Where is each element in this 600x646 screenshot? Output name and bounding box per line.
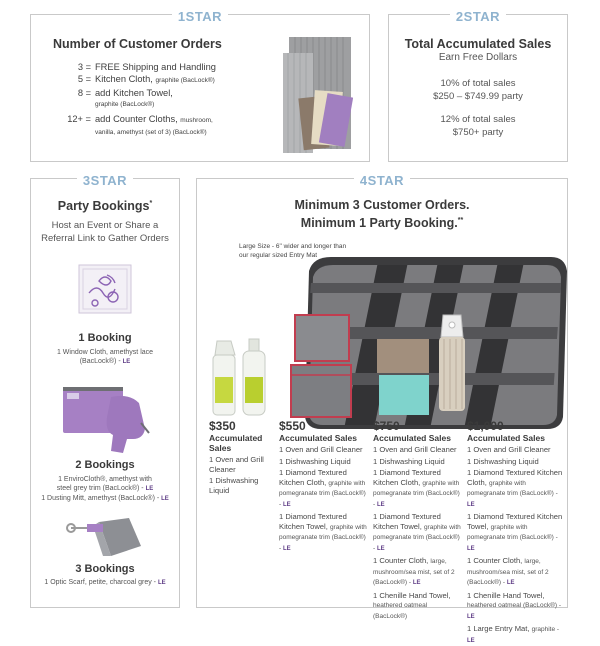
list-item: 3 = FREE Shipping and Handling	[77, 62, 216, 72]
list-item: 1 Dishwashing Liquid	[209, 476, 259, 495]
star2-title: Total Accumulated Sales	[404, 37, 552, 51]
list-item: 1 Dishwashing Liquid	[467, 456, 539, 466]
order-list	[53, 61, 263, 139]
star3-title: Party Bookings*	[57, 199, 153, 213]
booking-1-title: 1 Booking	[78, 332, 132, 344]
chenille-hand-towel-image	[435, 313, 469, 413]
counter-cloths-image	[375, 337, 433, 417]
list-item: 5 = Kitchen Cloth, graphite (BacLock®)	[77, 74, 215, 84]
list-item: 1 Large Entry Mat, graphite - LE	[467, 624, 560, 644]
star3-intro: Host an Event or Share a Referral Link to Gather Orders	[41, 220, 169, 244]
tier1-range: $250 – $749.99 party	[433, 91, 523, 102]
list-item: 1 Diamond Textured Kitchen Towel, graphite with pomegranate trim (BacLock®) - LE	[279, 512, 367, 552]
list-item: 1 Dishwashing Liquid	[279, 456, 351, 466]
list-item: 12+ = add Counter Cloths, mushroom,	[67, 114, 213, 124]
optic-scarf-image	[65, 512, 145, 558]
tier-750: $750 Accumulated Sales 1 Oven and Grill Cleaner 1 Dishwashing Liquid 1 Diamond Textured Kitchen Cloth, graphite with pomegranate trim (BacLock®) - LE 1 Diamond Textured Kitchen Towel, graphite with pomegranate trim (BacLock®) - LE 1 Counter Cloth, large, mushroom/sea mist, set of 2 (BacLock®) - LE 1 Chenille Hand Towel, heathered oatmeal (BacLock®)	[373, 419, 461, 620]
list-item: 1 Counter Cloth, large, mushroom/sea mist, set of 2 (BacLock®) - LE	[373, 556, 455, 586]
tier1-percent: 10% of total sales	[440, 78, 516, 89]
list-item: 1 Counter Cloth, large, mushroom/sea mist, set of 2 (BacLock®) - LE	[467, 556, 549, 586]
list-item: 1 Chenille Hand Towel, heathered oatmeal (BacLock®) - LE	[467, 590, 562, 620]
kitchen-cloth-stack-image	[283, 35, 353, 153]
tier-1000: $1,000 Accumulated Sales 1 Oven and Grill Cleaner 1 Dishwashing Liquid 1 Diamond Textured Kitchen Cloth, graphite with pomegranate trim (BacLock®) - LE 1 Diamond Textured Kitchen Towel, graphite with pomegranate trim (BacLock®) - LE 1 Counter Cloth, large, mushroom/sea mist, set of 2 (BacLock®) - LE 1 Chenille Hand Towel, heathered oatmeal (BacLock®) - LE 1 Large Entry Mat, graphite - LE	[467, 419, 565, 646]
booking-3-title: 3 Bookings	[75, 563, 135, 575]
star3-panel	[30, 173, 180, 608]
diamond-textured-cloth-towel-image	[289, 313, 355, 423]
star1-tag: 1STAR	[172, 9, 228, 24]
envirocloth-dusting-mitt-image	[61, 383, 153, 455]
star2-subtitle: Earn Free Dollars	[438, 52, 518, 63]
star4-tag: 4STAR	[354, 173, 410, 188]
list-item: 1 Dishwashing Liquid	[373, 456, 445, 466]
list-item: 1 Oven and Grill Cleaner	[373, 445, 457, 454]
list-item: graphite (BacLock®)	[95, 101, 155, 108]
list-item: 1 Diamond Textured Kitchen Towel, graphite with pomegranate trim (BacLock®) - LE	[373, 512, 461, 552]
list-item: 1 Diamond Textured Kitchen Cloth, graphite with pomegranate trim (BacLock®) - LE	[467, 468, 563, 508]
tier2-range: $750+ party	[452, 127, 504, 138]
window-cloth-image	[77, 263, 133, 315]
entry-mat-note: Large Size - 6" wider and longer than our regular sized Entry Mat	[239, 243, 347, 259]
cleaner-bottles-image	[209, 337, 271, 417]
tier-350: $350 Accumulated Sales 1 Oven and Grill Cleaner 1 Dishwashing Liquid	[209, 419, 275, 495]
list-item: 1 Oven and Grill Cleaner	[279, 445, 363, 454]
list-item: 1 Diamond Textured Kitchen Cloth, graphite with pomegranate trim (BacLock®) - LE	[279, 468, 366, 508]
list-item: 1 Oven and Grill Cleaner	[209, 455, 264, 474]
list-item: 1 Diamond Textured Kitchen Cloth, graphite with pomegranate trim (BacLock®) - LE	[373, 468, 460, 508]
booking-1-reward: 1 Window Cloth, amethyst lace (BacLock®) - LE	[56, 349, 154, 365]
star1-title: Number of Customer Orders	[53, 37, 222, 51]
tier-550: $550 Accumulated Sales 1 Oven and Grill Cleaner 1 Dishwashing Liquid 1 Diamond Textured Kitchen Cloth, graphite with pomegranate trim (BacLock®) - LE 1 Diamond Textured Kitchen Towel, graphite with pomegranate trim (BacLock®) - LE	[279, 419, 369, 554]
star4-title: Minimum 3 Customer Orders. Minimum 1 Party Booking.**	[294, 198, 470, 231]
star1-panel	[30, 9, 370, 162]
list-item: vanilla, amethyst (set of 3) (BacLock®)	[95, 129, 207, 136]
list-item: 1 Diamond Textured Kitchen Towel, graphite with pomegranate trim (BacLock®) - LE	[467, 512, 563, 552]
star3-tag: 3STAR	[77, 173, 133, 188]
star2-panel	[388, 9, 568, 162]
booking-3-reward: 1 Optic Scarf, petite, charcoal grey - LE	[44, 579, 166, 586]
booking-2-title: 2 Bookings	[75, 459, 135, 471]
list-item: 8 = add Kitchen Towel,	[77, 88, 173, 98]
list-item: 1 Oven and Grill Cleaner	[467, 445, 551, 454]
list-item: 1 Chenille Hand Towel, heathered oatmeal (BacLock®)	[373, 590, 451, 620]
booking-2-reward: 1 EnviroCloth®, amethyst with steel grey trim (BacLock®) - LE 1 Dusting Mitt, amethyst (BacLock®) - LE	[41, 476, 169, 502]
star4-panel	[196, 173, 568, 644]
star2-tag: 2STAR	[450, 9, 506, 24]
tier2-percent: 12% of total sales	[440, 114, 516, 125]
